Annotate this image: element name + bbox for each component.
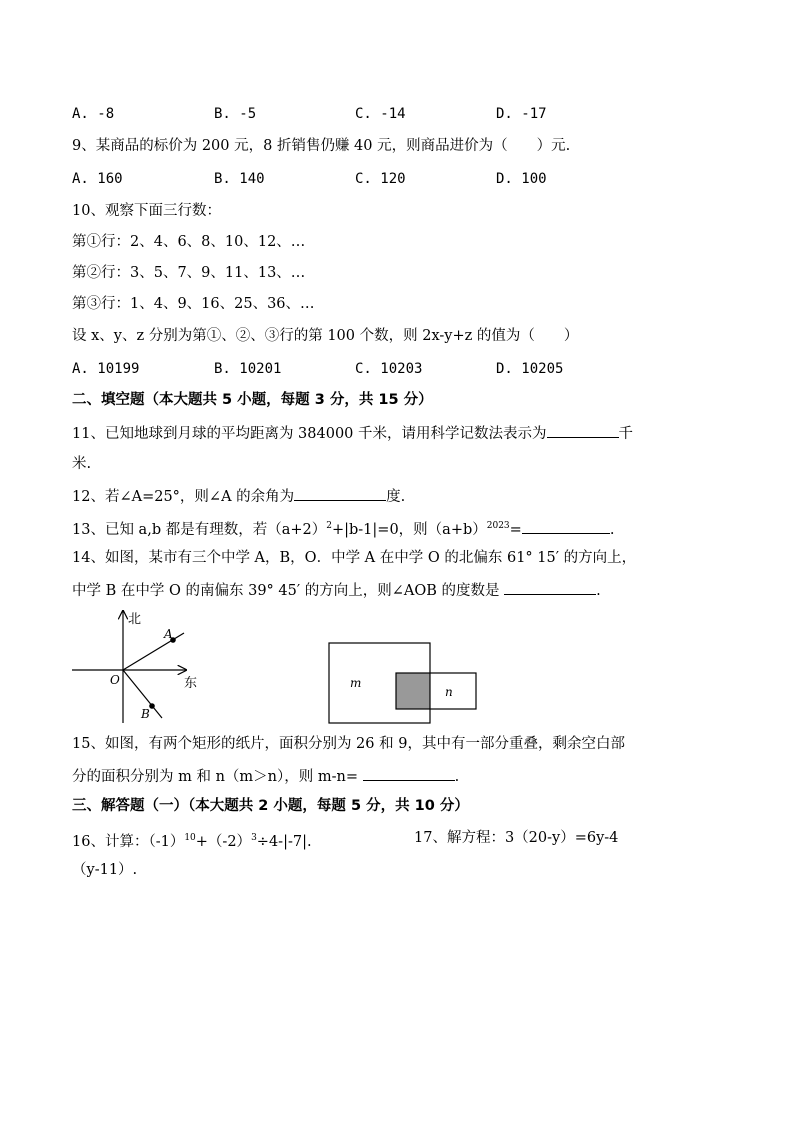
section-2-heading: 二、填空题（本大题共 5 小题，每题 3 分，共 15 分） bbox=[72, 392, 433, 408]
q14-answer-blank[interactable] bbox=[504, 579, 596, 595]
section-3-heading: 三、解答题（一）（本大题共 2 小题，每题 5 分，共 10 分） bbox=[72, 798, 469, 814]
q11-unit-start: 千 bbox=[618, 426, 634, 442]
q9-option-c: C. 120 bbox=[355, 171, 406, 187]
label-b: B bbox=[141, 707, 150, 721]
q10-question: 设 x、y、z 分别为第①、②、③行的第 100 个数，则 2x-y+z 的值为（ ） bbox=[72, 328, 579, 344]
label-o: O bbox=[110, 673, 120, 687]
q9-text: 9、某商品的标价为 200 元，8 折销售仍赚 40 元，则商品进价为（ ）元. bbox=[72, 138, 571, 154]
point-b bbox=[149, 703, 155, 709]
rectangles-figure bbox=[326, 640, 480, 726]
q13-exponent-2: 2023 bbox=[486, 521, 510, 531]
q13-line bbox=[72, 516, 614, 540]
q15-end: . bbox=[454, 769, 460, 785]
q8-option-d: D. -17 bbox=[496, 106, 547, 122]
q9-option-b: B. 140 bbox=[214, 171, 265, 187]
q15-answer-blank[interactable] bbox=[363, 765, 455, 781]
q13-answer-blank[interactable] bbox=[522, 518, 610, 534]
q17-line-2: （y-11）. bbox=[72, 862, 138, 878]
q13-exponent-1: 2 bbox=[326, 521, 332, 531]
label-a: A bbox=[164, 627, 173, 641]
q11-line-1 bbox=[72, 422, 722, 444]
q10-option-d: D. 10205 bbox=[496, 361, 564, 377]
q14-line-2 bbox=[72, 579, 601, 601]
q10-row-2: 第②行：3、5、7、9、11、13、… bbox=[72, 265, 306, 281]
compass-figure bbox=[66, 605, 216, 725]
q13-text: 13、已知 a,b 都是有理数，若（a+2） bbox=[72, 522, 327, 538]
q17-line-1: 17、解方程：3（20-y）=6y-4 bbox=[414, 830, 619, 846]
q11-line-2: 米. bbox=[72, 456, 92, 472]
q11-text: 11、已知地球到月球的平均距离为 384000 千米，请用科学记数法表示为 bbox=[72, 426, 547, 442]
q16-text-c: ÷4-|-7|. bbox=[256, 834, 312, 850]
q8-option-a: A. -8 bbox=[72, 106, 115, 122]
q14-end: . bbox=[596, 583, 601, 599]
q12-end: 度. bbox=[386, 489, 406, 505]
q14-text: 中学 B 在中学 O 的南偏东 39° 45′ 的方向上，则∠AOB 的度数是 bbox=[72, 583, 500, 599]
q13-eq: = bbox=[509, 522, 522, 538]
q13-mid: +|b-1|=0，则（a+b） bbox=[331, 522, 487, 538]
label-n: n bbox=[445, 685, 453, 699]
north-label: 北 bbox=[128, 612, 142, 627]
q10-option-b: B. 10201 bbox=[214, 361, 282, 377]
q12-line bbox=[72, 485, 405, 507]
q16-text-b: +（-2） bbox=[195, 834, 252, 850]
q15-line-1: 15、如图，有两个矩形的纸片，面积分别为 26 和 9，其中有一部分重叠，剩余空白部 bbox=[72, 736, 625, 752]
q10-row-3: 第③行：1、4、9、16、25、36、… bbox=[72, 296, 315, 312]
q10-row-1: 第①行：2、4、6、8、10、12、… bbox=[72, 234, 306, 250]
q12-text: 12、若∠A=25°，则∠A 的余角为 bbox=[72, 489, 295, 505]
q15-line-2 bbox=[72, 765, 459, 787]
q12-answer-blank[interactable] bbox=[294, 485, 386, 501]
q16-text-a: 16、计算：（-1） bbox=[72, 834, 185, 850]
q10-option-a: A. 10199 bbox=[72, 361, 140, 377]
q14-line-1: 14、如图，某市有三个中学 A，B，O．中学 A 在中学 O 的北偏东 61° 15′ 的方向上， bbox=[72, 550, 637, 566]
q13-end: . bbox=[609, 522, 615, 538]
q16-line bbox=[72, 828, 312, 852]
q9-option-d: D. 100 bbox=[496, 171, 547, 187]
q16-exponent-1: 10 bbox=[184, 833, 196, 843]
q9-option-a: A. 160 bbox=[72, 171, 123, 187]
q11-answer-blank[interactable] bbox=[547, 422, 619, 438]
q8-option-c: C. -14 bbox=[355, 106, 406, 122]
q15-text: 分的面积分别为 m 和 n（m＞n），则 m-n= bbox=[72, 769, 358, 785]
label-m: m bbox=[350, 676, 362, 690]
overlap-region bbox=[396, 673, 430, 709]
q10-option-c: C. 10203 bbox=[355, 361, 423, 377]
q8-option-b: B. -5 bbox=[214, 106, 257, 122]
q10-stem: 10、观察下面三行数： bbox=[72, 203, 221, 219]
q16-exponent-2: 3 bbox=[251, 833, 257, 843]
east-label: 东 bbox=[184, 676, 198, 691]
